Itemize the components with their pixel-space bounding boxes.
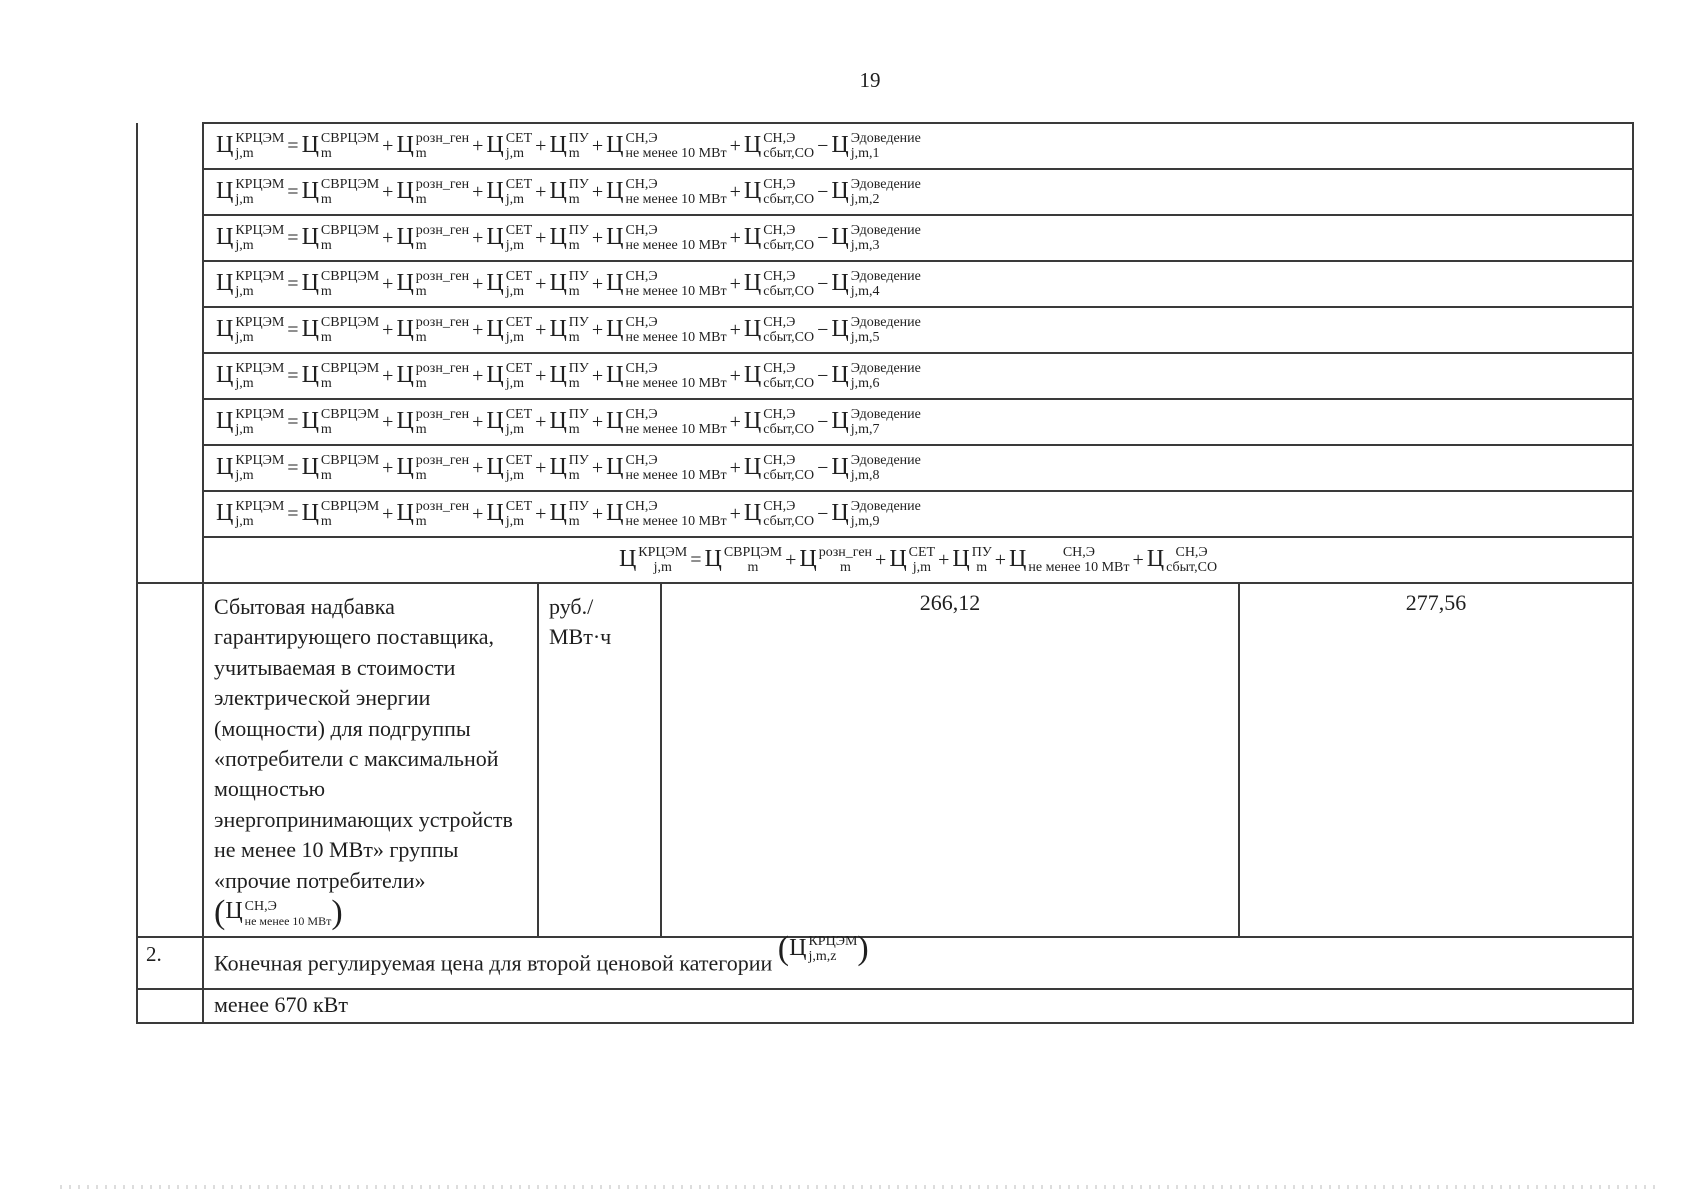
section-2-symbol: (Ц КРЦЭМ j,m,z ) [777,930,869,968]
formula-cell: Ц КРЦЭМ j,m = Ц СВРЦЭМ m + Ц розн_ген m + Ц СЕТ j,m + Ц ПУ m + Ц СН,Э не менее 10 МВт + Ц СН,Э сбыт,СО − Ц Эдоведение j,m,6 [203,353,1633,399]
scan-noise [60,1185,1660,1189]
formula-cell: Ц КРЦЭМ j,m = Ц СВРЦЭМ m + Ц розн_ген m + Ц СЕТ j,m + Ц ПУ m + Ц СН,Э не менее 10 МВт + Ц СН,Э сбыт,СО − Ц Эдоведение j,m,7 [203,399,1633,445]
formula-row [137,491,1633,537]
formula-cell: Ц КРЦЭМ j,m = Ц СВРЦЭМ m + Ц розн_ген m + Ц СЕТ j,m + Ц ПУ m + Ц СН,Э не менее 10 МВт + Ц СН,Э сбыт,СО − Ц Эдоведение j,m,9 [203,491,1633,537]
section-2-row [137,937,1633,989]
formula-row [137,445,1633,491]
page-number: 19 [859,68,881,92]
formula-cell: Ц КРЦЭМ j,m = Ц СВРЦЭМ m + Ц розн_ген m + Ц СЕТ j,m + Ц ПУ m + Ц СН,Э не менее 10 МВт + Ц СН,Э сбыт,СО − Ц Эдоведение j,m,8 [203,445,1633,491]
surcharge-text: Сбытовая надбавка гарантирующего поставщика, учитываемая в стоимости электрической энергии (мощности) для подгруппы «потребители с максимальной мощностью энергопринимающих устройств не менее 10 МВт» группы «прочие потребители» [214,594,513,893]
formula-cell: Ц КРЦЭМ j,m = Ц СВРЦЭМ m + Ц розн_ген m + Ц СЕТ j,m + Ц ПУ m + Ц СН,Э не менее 10 МВт + Ц СН,Э сбыт,СО − Ц Эдоведение j,m,5 [203,307,1633,353]
row-number-empty [137,583,203,937]
formula-row [137,399,1633,445]
unit-line-2: МВт·ч [549,624,612,649]
formula-row [137,353,1633,399]
tariff-table [136,122,1634,1024]
formula-row [137,261,1633,307]
formula-cell: Ц КРЦЭМ j,m = Ц СВРЦЭМ m + Ц розн_ген m + Ц СЕТ j,m + Ц ПУ m + Ц СН,Э не менее 10 МВт + Ц СН,Э сбыт,СО − Ц Эдоведение j,m,4 [203,261,1633,307]
section-2-number: 2. [137,937,203,989]
formula-rows [137,123,1633,583]
section-2-subtitle: менее 670 кВт [203,989,1633,1023]
section-2-title: Конечная регулируемая цена для второй ценовой категории [214,950,773,976]
formula-row [137,215,1633,261]
surcharge-description [204,584,538,936]
section-2-title-cell [203,930,1633,989]
formula-row [137,537,1633,583]
formula-row [137,307,1633,353]
surcharge-symbol: (Ц СН,Э не менее 10 МВт ) [214,893,343,931]
formula-cell: Ц КРЦЭМ j,m = Ц СВРЦЭМ m + Ц розн_ген m + Ц СЕТ j,m + Ц ПУ m + Ц СН,Э не менее 10 МВт + Ц СН,Э сбыт,СО − Ц Эдоведение j,m,1 [203,123,1633,169]
formula-row [137,123,1633,169]
surcharge-value-1: 266,12 [661,584,1239,936]
unit-line-1: руб./ [549,594,594,619]
surcharge-value-2: 277,56 [1405,590,1467,615]
surcharge-table [204,584,1632,936]
formula-cell: Ц КРЦЭМ j,m = Ц СВРЦЭМ m + Ц розн_ген m + Ц СЕТ j,m + Ц ПУ m + Ц СН,Э не менее 10 МВт + Ц СН,Э сбыт,СО − Ц Эдоведение j,m,2 [203,169,1633,215]
formula-cell: Ц КРЦЭМ j,m = Ц СВРЦЭМ m + Ц розн_ген m + Ц СЕТ j,m + Ц ПУ m + Ц СН,Э не менее 10 МВт + Ц СН,Э сбыт,СО [203,537,1633,583]
surcharge-row [137,583,1633,937]
section-2-subtitle-row [137,989,1633,1023]
surcharge-unit [538,584,661,936]
formula-row [137,169,1633,215]
formula-cell: Ц КРЦЭМ j,m = Ц СВРЦЭМ m + Ц розн_ген m + Ц СЕТ j,m + Ц ПУ m + Ц СН,Э не менее 10 МВт + Ц СН,Э сбыт,СО − Ц Эдоведение j,m,3 [203,215,1633,261]
